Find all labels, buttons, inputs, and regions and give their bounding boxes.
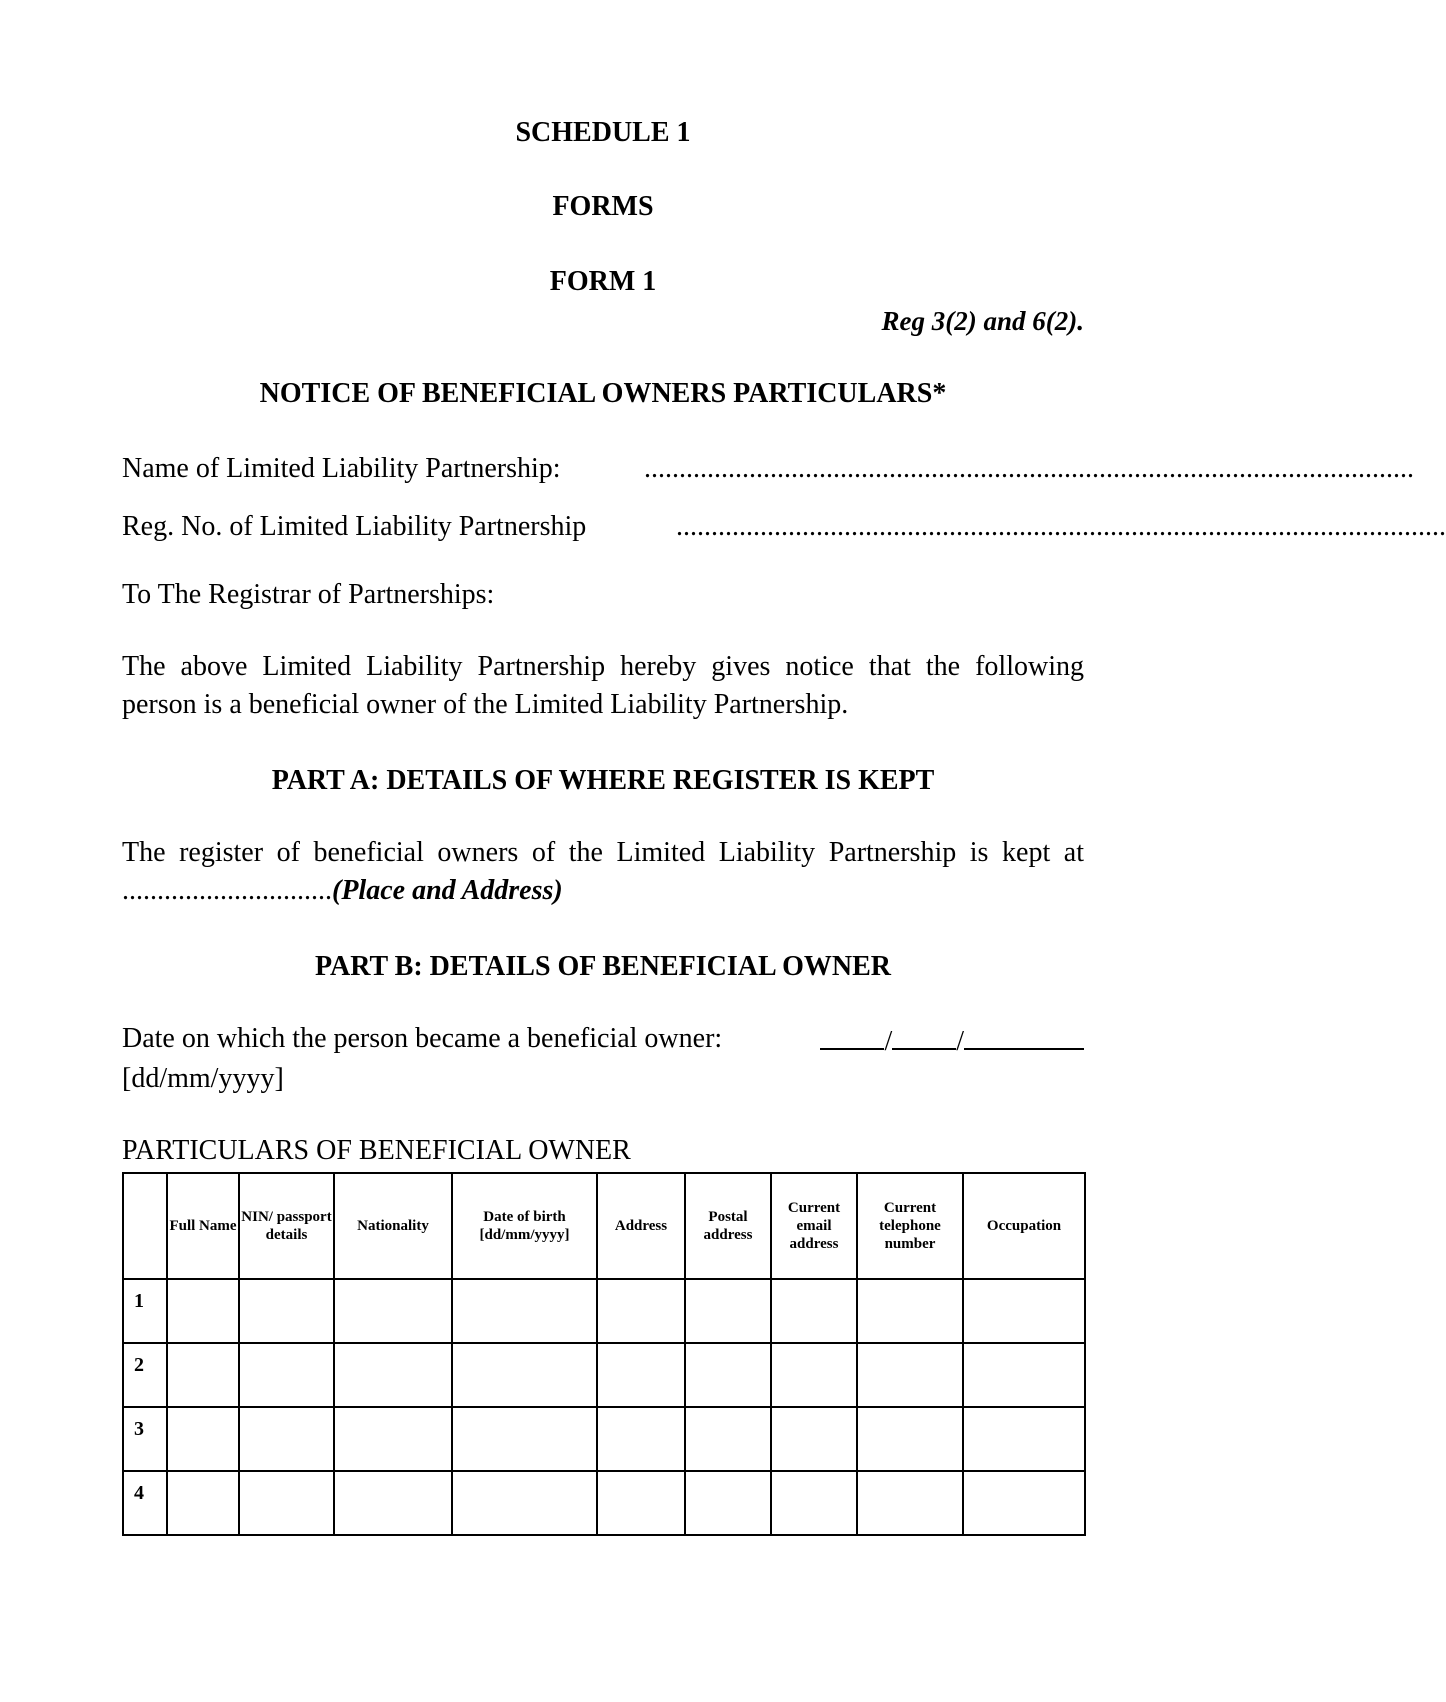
cell-postal-address[interactable]: [685, 1279, 771, 1343]
regulation-reference: Reg 3(2) and 6(2).: [881, 306, 1084, 336]
cell-postal-address[interactable]: [685, 1407, 771, 1471]
cell-email[interactable]: [771, 1471, 857, 1535]
row-number: 4: [123, 1471, 167, 1535]
part-a-title: PART A: DETAILS OF WHERE REGISTER IS KEPT: [271, 765, 935, 796]
header-nationality: Nationality: [334, 1173, 452, 1279]
part-a-text: The register of beneficial owners of the Limited Liability Partnership is kept at: [122, 837, 1084, 868]
header-address: Address: [597, 1173, 685, 1279]
cell-postal-address[interactable]: [685, 1471, 771, 1535]
table-row: [123, 1471, 1085, 1535]
date-format-hint: [dd/mm/yyyy]: [122, 1063, 284, 1094]
date-row: [122, 1022, 1084, 1056]
cell-date-of-birth[interactable]: [452, 1407, 597, 1471]
part-a-placeholder: (Place and Address): [332, 875, 563, 906]
cell-address[interactable]: [597, 1407, 685, 1471]
cell-postal-address[interactable]: [685, 1343, 771, 1407]
date-blanks: [820, 1022, 1084, 1059]
llp-name-label: Name of Limited Liability Partnership:: [122, 453, 561, 484]
cell-full-name[interactable]: [167, 1407, 239, 1471]
cell-nin-passport[interactable]: [239, 1407, 334, 1471]
cell-full-name[interactable]: [167, 1471, 239, 1535]
date-day-blank[interactable]: [820, 1022, 884, 1050]
table-header-row: [123, 1173, 1085, 1279]
cell-nin-passport[interactable]: [239, 1471, 334, 1535]
notice-title: NOTICE OF BENEFICIAL OWNERS PARTICULARS*: [259, 378, 947, 409]
date-separator: /: [956, 1026, 964, 1057]
table-row: [123, 1343, 1085, 1407]
addressee: To The Registrar of Partnerships:: [122, 579, 495, 610]
cell-email[interactable]: [771, 1343, 857, 1407]
row-number: 1: [123, 1279, 167, 1343]
llp-name-dots[interactable]: ..............................................................................................................: [644, 453, 1414, 484]
cell-address[interactable]: [597, 1471, 685, 1535]
header-date-of-birth: Date of birth [dd/mm/yyyy]: [452, 1173, 597, 1279]
cell-telephone[interactable]: [857, 1471, 963, 1535]
cell-nin-passport[interactable]: [239, 1279, 334, 1343]
part-b-title: PART B: DETAILS OF BENEFICIAL OWNER: [315, 951, 891, 982]
form-page: [122, 0, 1446, 1702]
table-title: PARTICULARS OF BENEFICIAL OWNER: [122, 1135, 631, 1166]
part-a-paragraph: [122, 834, 1084, 910]
table-row: [123, 1407, 1085, 1471]
header-index: [123, 1173, 167, 1279]
beneficial-owner-table: [122, 1172, 1086, 1536]
cell-date-of-birth[interactable]: [452, 1471, 597, 1535]
cell-full-name[interactable]: [167, 1279, 239, 1343]
cell-nin-passport[interactable]: [239, 1343, 334, 1407]
date-label: Date on which the person became a beneficial owner:: [122, 1023, 723, 1054]
llp-reg-dots[interactable]: ..............................................................................................................: [676, 511, 1446, 542]
cell-occupation[interactable]: [963, 1407, 1085, 1471]
cell-nationality[interactable]: [334, 1279, 452, 1343]
cell-full-name[interactable]: [167, 1343, 239, 1407]
date-month-blank[interactable]: [892, 1022, 956, 1050]
llp-reg-row: [122, 510, 1446, 544]
cell-address[interactable]: [597, 1343, 685, 1407]
table-row: [123, 1279, 1085, 1343]
header-email: Current email address: [771, 1173, 857, 1279]
cell-occupation[interactable]: [963, 1471, 1085, 1535]
cell-occupation[interactable]: [963, 1279, 1085, 1343]
header-postal-address: Postal address: [685, 1173, 771, 1279]
cell-email[interactable]: [771, 1279, 857, 1343]
cell-address[interactable]: [597, 1279, 685, 1343]
cell-nationality[interactable]: [334, 1407, 452, 1471]
cell-email[interactable]: [771, 1407, 857, 1471]
date-separator: /: [884, 1026, 893, 1057]
intro-paragraph: The above Limited Liability Partnership hereby gives notice that the following person is a beneficial owner of the Limited Liability Partnership.: [122, 651, 1084, 720]
date-year-blank[interactable]: [964, 1022, 1084, 1050]
llp-name-row: [122, 452, 1414, 486]
llp-reg-label: Reg. No. of Limited Liability Partnership: [122, 511, 587, 542]
cell-nationality[interactable]: [334, 1343, 452, 1407]
header-nin-passport: NIN/ passport details: [239, 1173, 334, 1279]
part-a-dots[interactable]: ..............................: [122, 875, 332, 906]
cell-nationality[interactable]: [334, 1471, 452, 1535]
cell-telephone[interactable]: [857, 1407, 963, 1471]
header-telephone: Current telephone number: [857, 1173, 963, 1279]
cell-telephone[interactable]: [857, 1279, 963, 1343]
form-number-heading: FORM 1: [549, 266, 657, 297]
header-occupation: Occupation: [963, 1173, 1085, 1279]
cell-occupation[interactable]: [963, 1343, 1085, 1407]
header-full-name: Full Name: [167, 1173, 239, 1279]
row-number: 2: [123, 1343, 167, 1407]
forms-heading: FORMS: [552, 191, 654, 222]
row-number: 3: [123, 1407, 167, 1471]
cell-telephone[interactable]: [857, 1343, 963, 1407]
schedule-heading: SCHEDULE 1: [515, 117, 691, 148]
cell-date-of-birth[interactable]: [452, 1279, 597, 1343]
cell-date-of-birth[interactable]: [452, 1343, 597, 1407]
